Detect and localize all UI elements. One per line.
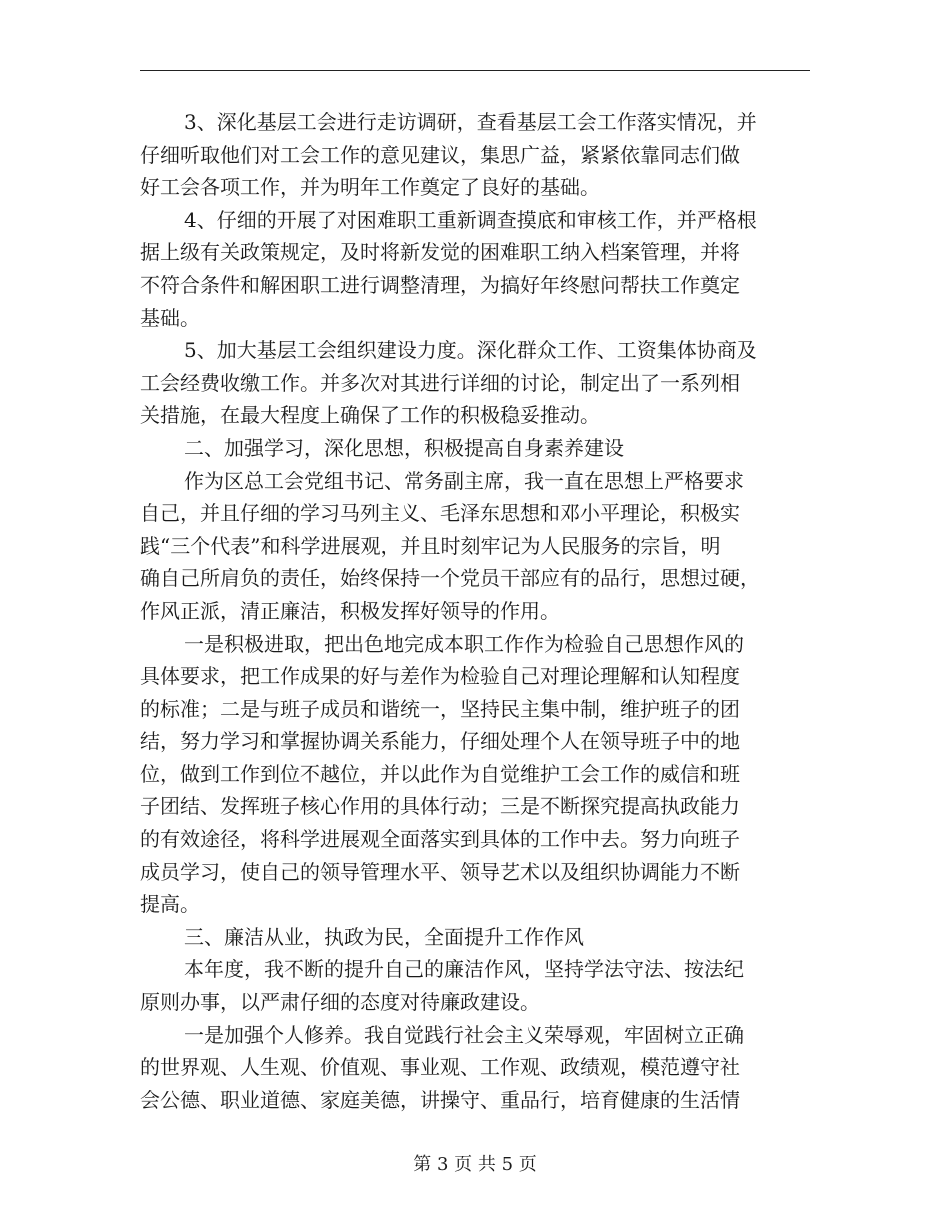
- paragraph-line: 位，做到工作到位不越位，并以此作为自觉维护工会工作的威信和班: [140, 761, 740, 786]
- paragraph-line: 会公德、职业道德、家庭美德，讲操守、重品行，培育健康的生活情: [140, 1087, 740, 1112]
- paragraph-line: 3、深化基层工会进行走访调研，查看基层工会工作落实情况，并: [184, 110, 757, 134]
- paragraph-line: 基础。: [140, 305, 200, 330]
- paragraph-line: 4、仔细的开展了对困难职工重新调查摸底和审核工作，并严格根: [184, 207, 757, 232]
- paragraph-line: 具体要求，把工作成果的好与差作为检验自己对理论理解和认知程度: [140, 664, 740, 689]
- paragraph-line: 成员学习，使自己的领导管理水平、领导艺术以及组织协调能力不断: [140, 859, 740, 884]
- paragraph-line: 践“三个代表”和科学进展观，并且时刻牢记为人民服务的宗旨，明: [140, 533, 721, 558]
- paragraph-line: 自己，并且仔细的学习马列主义、毛泽东思想和邓小平理论，积极实: [140, 501, 740, 526]
- paragraph-line: 一是积极进取，把出色地完成本职工作作为检验自己思想作风的: [184, 631, 744, 656]
- page-number: 第 3 页 共 5 页: [413, 1154, 537, 1175]
- paragraph-line: 作为区总工会党组书记、常务副主席，我一直在思想上严格要求: [184, 468, 744, 493]
- section-heading: 二、加强学习，深化思想，积极提高自身素养建设: [184, 435, 624, 460]
- paragraph-line: 提高。: [140, 892, 200, 917]
- paragraph-line: 不符合条件和解困职工进行调整清理，为搞好年终慰问帮扶工作奠定: [140, 272, 740, 297]
- paragraph-line: 一是加强个人修养。我自觉践行社会主义荣辱观，牢固树立正确: [184, 1022, 744, 1047]
- paragraph-line: 本年度，我不断的提升自己的廉洁作风，坚持学法守法、按法纪: [184, 957, 744, 982]
- paragraph-line: 好工会各项工作，并为明年工作奠定了良好的基础。: [140, 175, 600, 200]
- paragraph-line: 确自己所肩负的责任，始终保持一个党员干部应有的品行，思想过硬，: [140, 566, 760, 591]
- paragraph-line: 仔细听取他们对工会工作的意见建议，集思广益，紧紧依靠同志们做: [140, 142, 740, 167]
- header-rule: [140, 70, 810, 71]
- paragraph-line: 关措施，在最大程度上确保了工作的积极稳妥推动。: [140, 403, 600, 428]
- paragraph-line: 作风正派，清正廉洁，积极发挥好领导的作用。: [140, 598, 560, 623]
- paragraph-line: 子团结、发挥班子核心作用的具体行动；三是不断探究提高执政能力: [140, 794, 740, 819]
- paragraph-line: 结，努力学习和掌握协调关系能力，仔细处理个人在领导班子中的地: [140, 729, 740, 754]
- section-heading: 三、廉洁从业，执政为民，全面提升工作作风: [184, 924, 584, 949]
- paragraph-line: 的世界观、人生观、价值观、事业观、工作观、政绩观，模范遵守社: [140, 1055, 740, 1080]
- document-body: [140, 106, 810, 1116]
- paragraph-line: 据上级有关政策规定，及时将新发觉的困难职工纳入档案管理，并将: [140, 240, 740, 265]
- paragraph-line: 工会经费收缴工作。并多次对其进行详细的讨论，制定出了一系列相: [140, 370, 740, 395]
- paragraph-line: 原则办事，以严肃仔细的态度对待廉政建设。: [140, 990, 540, 1015]
- paragraph-line: 的标准；二是与班子成员和谐统一，坚持民主集中制，维护班子的团: [140, 696, 740, 721]
- paragraph-line: 的有效途径，将科学进展观全面落实到具体的工作中去。努力向班子: [140, 827, 740, 852]
- paragraph-line: 5、加大基层工会组织建设力度。深化群众工作、工资集体协商及: [184, 338, 757, 363]
